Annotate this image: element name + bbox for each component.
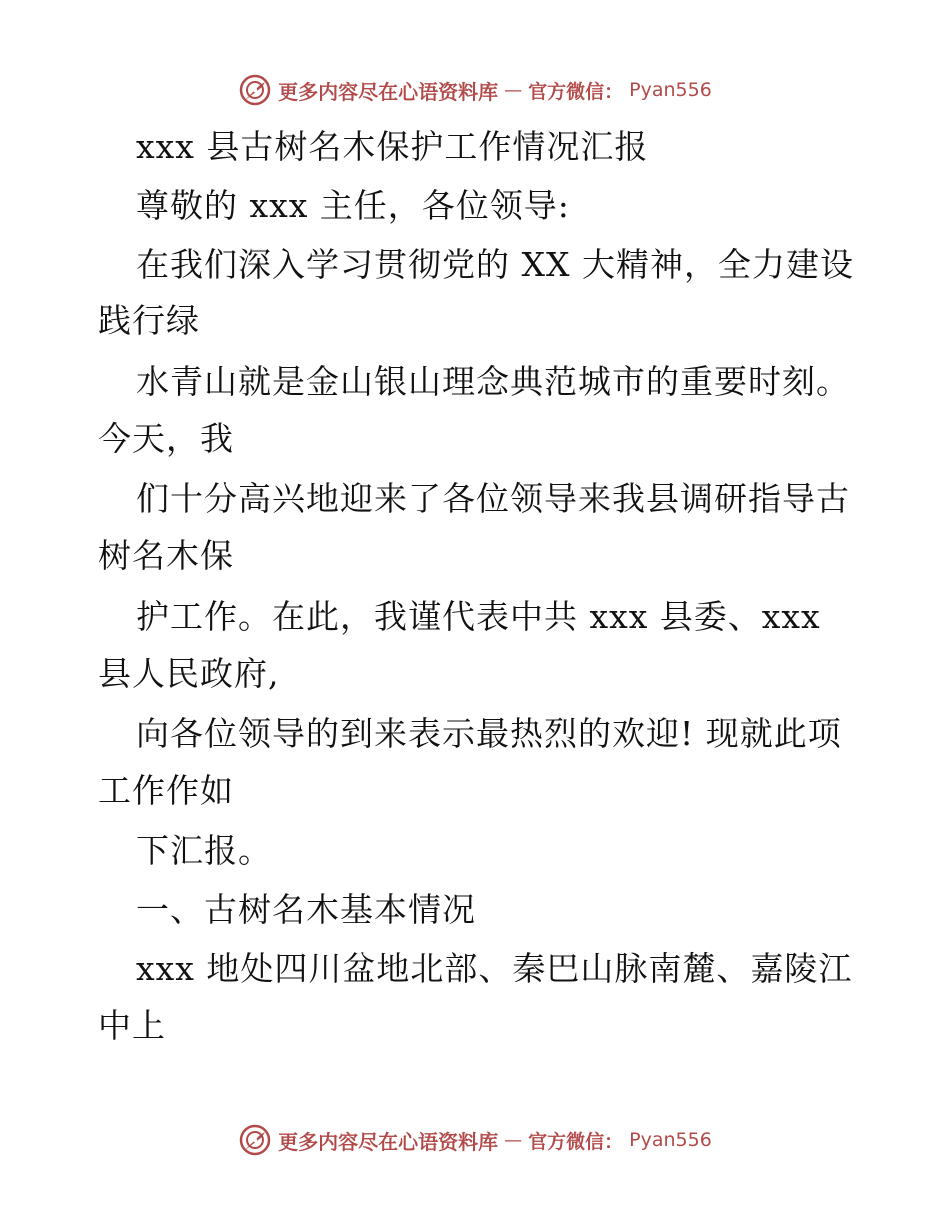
paragraph-line: 县人民政府, bbox=[98, 654, 280, 693]
banner-wechat-id: Pyan556 bbox=[629, 79, 712, 101]
banner-main-text: 更多内容尽在心语资料库 bbox=[278, 1129, 499, 1154]
document-title: xxx 县古树名木保护工作情况汇报 bbox=[136, 127, 649, 166]
paragraph-line: 们十分高兴地迎来了各位领导来我县调研指导古 bbox=[136, 479, 850, 518]
paragraph-line: 护工作。在此，我谨代表中共 xxx 县委、xxx bbox=[136, 597, 821, 636]
header-banner bbox=[0, 70, 950, 110]
banner-main-text: 更多内容尽在心语资料库 bbox=[278, 79, 499, 104]
banner-separator: — bbox=[504, 1129, 523, 1151]
pen-nib-logo-icon bbox=[238, 1123, 272, 1157]
paragraph-line: 今天，我 bbox=[98, 419, 234, 458]
banner-wechat-label: 官方微信： bbox=[528, 1130, 624, 1153]
section-heading: 一、古树名木基本情况 bbox=[136, 890, 476, 929]
paragraph-line: 树名木保 bbox=[98, 536, 234, 575]
pen-nib-logo-icon bbox=[238, 73, 272, 107]
paragraph-line: 在我们深入学习贯彻党的 XX 大精神，全力建设 bbox=[136, 245, 854, 284]
footer-banner bbox=[0, 1120, 950, 1160]
banner-wechat-id: Pyan556 bbox=[629, 1129, 712, 1151]
paragraph-line: 工作作如 bbox=[98, 771, 234, 810]
paragraph-line: 下汇报。 bbox=[136, 831, 272, 870]
banner-wechat-label: 官方微信： bbox=[528, 80, 624, 103]
salutation: 尊敬的 xxx 主任，各位领导: bbox=[136, 186, 570, 225]
paragraph-line: 践行绿 bbox=[98, 301, 200, 340]
paragraph-line: 向各位领导的到来表示最热烈的欢迎! 现就此项 bbox=[136, 714, 842, 753]
paragraph-line: 中上 bbox=[98, 1006, 166, 1045]
banner-separator: — bbox=[504, 79, 523, 101]
paragraph-line: xxx 地处四川盆地北部、秦巴山脉南麓、嘉陵江 bbox=[136, 949, 853, 988]
paragraph-line: 水青山就是金山银山理念典范城市的重要时刻。 bbox=[136, 362, 850, 401]
